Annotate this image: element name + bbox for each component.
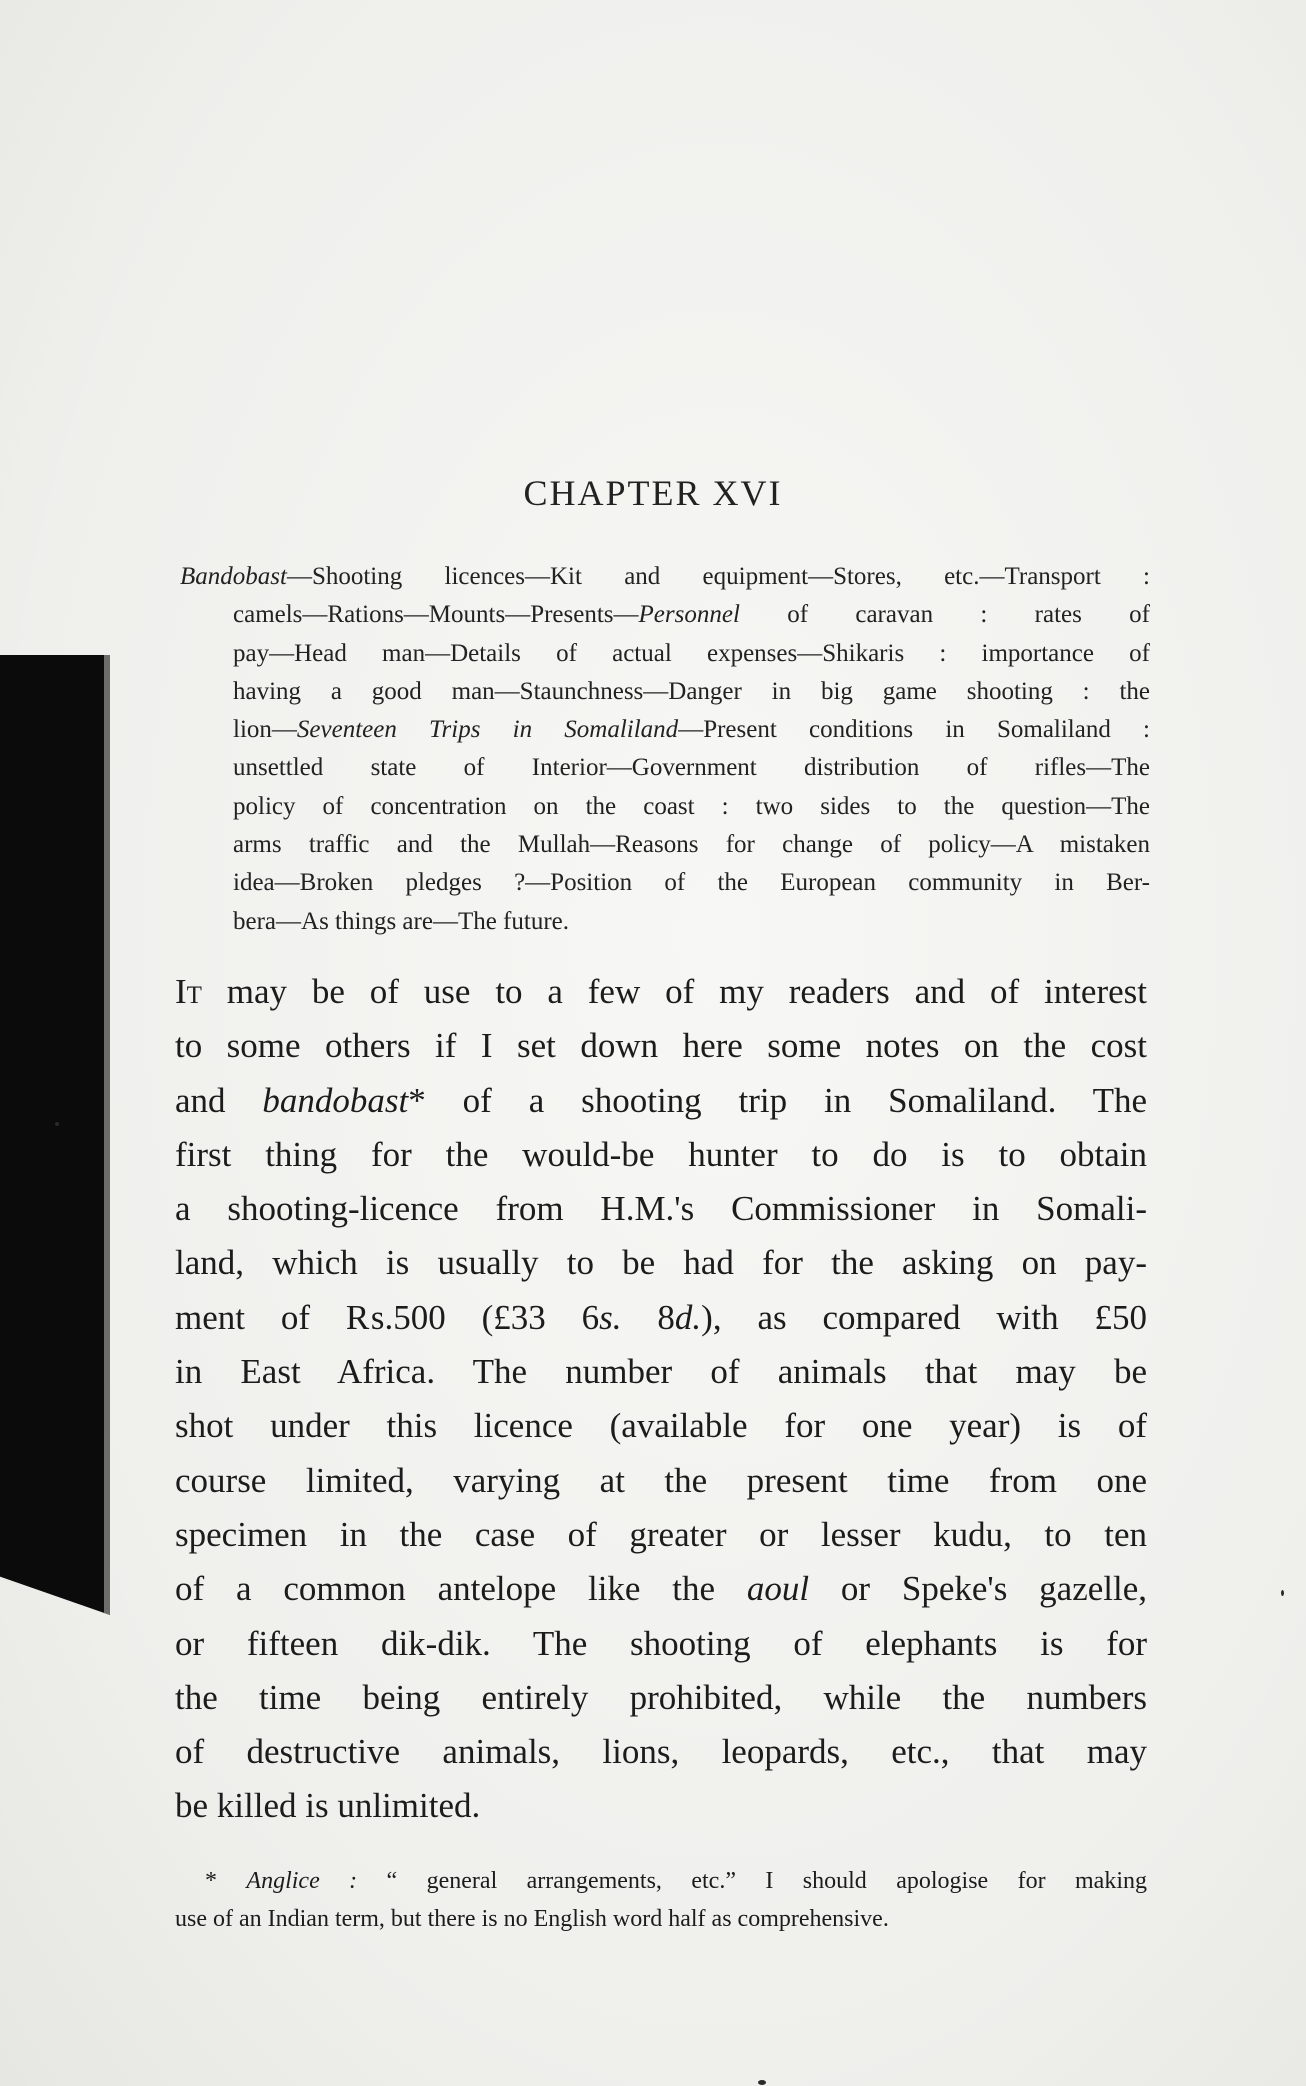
- body-line: a shooting-licence from H.M.'s Commissioner in Somali-: [175, 1189, 1147, 1229]
- body-emphasis: s.: [599, 1297, 622, 1337]
- body-line: [175, 965, 1147, 1019]
- summary-emphasis: Bandobast: [180, 563, 287, 590]
- body-line: or fifteen dik-dik. The shooting of elephants is for: [175, 1623, 1147, 1663]
- summary-line: unsettled state of Interior—Government distribution of rifles—The: [233, 754, 1150, 782]
- body-line: first thing for the would-be hunter to do is to obtain: [175, 1134, 1147, 1174]
- body-text: may be of use to a few of my readers and of interest: [201, 972, 1147, 1011]
- summary-line: pay—Head man—Details of actual expenses—Shikaris : importance of: [233, 639, 1150, 667]
- chapter-summary: [180, 558, 1150, 941]
- body-emphasis: aoul: [746, 1569, 810, 1609]
- body-text: or Speke's gazelle,: [809, 1569, 1147, 1609]
- body-line: to some others if I set down here some notes on the cost: [175, 1026, 1147, 1066]
- summary-line: having a good man—Staunchness—Danger in big game shooting : the: [233, 677, 1150, 705]
- body-line: shot under this licence (available for one year) is of: [175, 1406, 1147, 1446]
- paper-speck: [1281, 1590, 1284, 1596]
- paper-speck: [758, 2080, 766, 2085]
- body-text: and: [175, 1080, 263, 1120]
- footnote-line: use of an Indian term, but there is no English word half as comprehensive.: [175, 1906, 889, 1932]
- footnote-text: “ general arrangements, etc.” I should apologise for making: [357, 1868, 1148, 1894]
- body-line: the time being entirely prohibited, while the numbers: [175, 1677, 1147, 1717]
- summary-text: —Present conditions in Somaliland :: [678, 716, 1150, 744]
- summary-line: [233, 596, 1150, 634]
- summary-text: camels—Rations—Mounts—Presents—: [233, 601, 639, 629]
- summary-line: [180, 558, 1150, 596]
- footnote-emphasis: Anglice :: [246, 1868, 358, 1894]
- summary-line: bera—As things are—The future.: [233, 907, 569, 935]
- footnote-line: [175, 1862, 1147, 1900]
- body-line: of destructive animals, lions, leopards, etc., that may: [175, 1732, 1147, 1772]
- body-paragraph: [175, 965, 1147, 1834]
- drop-cap-word: It: [175, 972, 202, 1011]
- body-line: [175, 1291, 1147, 1345]
- body-text: of a common antelope like the: [175, 1569, 747, 1609]
- footnote-mark: *: [205, 1868, 247, 1894]
- paper-speck: [55, 1122, 59, 1126]
- body-emphasis: d.: [674, 1297, 702, 1337]
- summary-line: policy of concentration on the coast : two sides to the question—The: [233, 792, 1150, 820]
- body-line: specimen in the case of greater or lesser kudu, to ten: [175, 1514, 1147, 1554]
- body-line: [175, 1562, 1147, 1616]
- binding-shadow: [0, 655, 110, 1615]
- body-line: be killed is unlimited.: [175, 1786, 481, 1826]
- body-line: [175, 1074, 1147, 1128]
- summary-line: [233, 711, 1150, 749]
- summary-emphasis: Personnel: [638, 601, 740, 629]
- chapter-heading: CHAPTER XVI: [523, 473, 783, 513]
- body-line: course limited, varying at the present time from one: [175, 1460, 1147, 1500]
- body-line: in East Africa. The number of animals that may be: [175, 1352, 1147, 1392]
- body-emphasis: bandobast: [262, 1080, 409, 1120]
- body-line: land, which is usually to be had for the asking on pay-: [175, 1243, 1147, 1283]
- body-text: * of a shooting trip in Somaliland. The: [408, 1080, 1147, 1120]
- summary-emphasis: Seventeen Trips in Somaliland: [296, 716, 679, 744]
- footnote: [175, 1862, 1147, 1938]
- summary-text: lion—: [233, 716, 297, 744]
- body-text: ment of ₨.500 (£33 6: [175, 1297, 600, 1337]
- summary-text: —Shooting licences—Kit and equipment—Stores, etc.—Transport :: [286, 563, 1150, 590]
- body-text: 8: [621, 1297, 675, 1337]
- summary-line: arms traffic and the Mullah—Reasons for change of policy—A mistaken: [233, 831, 1150, 859]
- summary-text: of caravan : rates of: [739, 601, 1150, 629]
- body-text: ), as compared with £50: [701, 1297, 1147, 1337]
- summary-line: idea—Broken pledges ?—Position of the European community in Ber-: [233, 869, 1150, 897]
